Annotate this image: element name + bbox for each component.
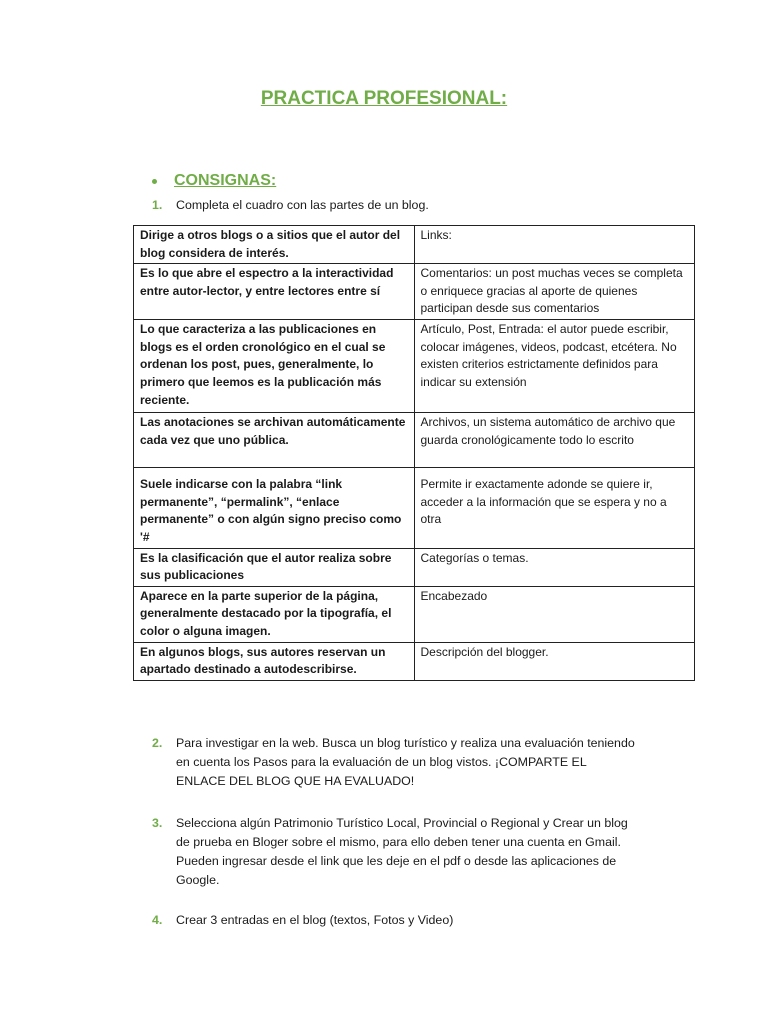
table-row [134, 586, 695, 642]
table-cell-definition: Dirige a otros blogs o a sitios que el autor del blog considera de interés. [134, 226, 415, 264]
table-row [134, 320, 695, 413]
list-item-text: Para investigar en la web. Busca un blog turístico y realiza una evaluación teniendo en cuenta los Pasos para la evaluación de un blog vistos. ¡COMPARTE EL ENLACE DEL BLOG QUE HA EVALUADO! [176, 736, 635, 788]
table-cell-term: Comentarios: un post muchas veces se completa o enriquece gracias al aporte de quienes participan desde sus comentarios [414, 264, 695, 320]
list-item-1 [152, 196, 636, 215]
table-cell-term: Archivos, un sistema automático de archivo que guarda cronológicamente todo lo escrito [414, 413, 695, 468]
table-cell-term: Encabezado [414, 586, 695, 642]
table-cell-definition: En algunos blogs, sus autores reservan un apartado destinado a autodescribirse. [134, 642, 415, 680]
list-item-2 [152, 734, 636, 791]
section-heading-label: CONSIGNAS: [174, 172, 277, 189]
list-item-text: Completa el cuadro con las partes de un blog. [176, 198, 429, 212]
table-cell-term: Links: [414, 226, 695, 264]
table-cell-definition: Lo que caracteriza a las publicaciones en blogs es el orden cronológico en el cual se ordenan los post, pues, generalmente, lo primero que leemos es la publicación más reciente. [134, 320, 415, 413]
table-row [134, 226, 695, 264]
list-item-text: Selecciona algún Patrimonio Turístico Local, Provincial o Regional y Crear un blog de prueba en Bloger sobre el mismo, para ello deben tener una cuenta en Gmail. Pueden ingresar desde el link que les deje en el pdf o desde las aplicaciones de Google. [176, 816, 628, 887]
list-item-text: Crear 3 entradas en el blog (textos, Fotos y Video) [176, 913, 454, 927]
table-row [134, 468, 695, 548]
table-row [134, 642, 695, 680]
list-item-4 [152, 911, 636, 930]
page-title: PRACTICA PROFESIONAL: [260, 88, 508, 109]
table-cell-term: Descripción del blogger. [414, 642, 695, 680]
list-item-number: 2. [152, 736, 163, 750]
list-item-number: 1. [152, 198, 163, 212]
table-cell-definition: Las anotaciones se archivan automáticamente cada vez que uno pública. [134, 413, 415, 468]
table-row [134, 413, 695, 468]
bullet-icon [152, 179, 157, 184]
table-cell-term: Permite ir exactamente adonde se quiere ir, acceder a la información que se espera y no a otra [414, 468, 695, 548]
list-item-3 [152, 814, 636, 890]
blog-parts-table [133, 225, 695, 681]
table-cell-definition: Es lo que abre el espectro a la interactividad entre autor-lector, y entre lectores entre sí [134, 264, 415, 320]
table-cell-definition: Aparece en la parte superior de la página, generalmente destacado por la tipografía, el color o alguna imagen. [134, 586, 415, 642]
table-row [134, 548, 695, 586]
list-item-number: 4. [152, 913, 163, 927]
table-cell-definition: Es la clasificación que el autor realiza sobre sus publicaciones [134, 548, 415, 586]
list-item-number: 3. [152, 816, 163, 830]
table-cell-term: Artículo, Post, Entrada: el autor puede escribir, colocar imágenes, videos, podcast, etcétera. No existen criterios estrictamente definidos para indicar su extensión [414, 320, 695, 413]
section-heading [152, 172, 276, 190]
table-cell-term: Categorías o temas. [414, 548, 695, 586]
table-cell-definition: Suele indicarse con la palabra “link permanente”, “permalink”, “enlace permanente” o con algún signo preciso como '# [134, 468, 415, 548]
table-row [134, 264, 695, 320]
